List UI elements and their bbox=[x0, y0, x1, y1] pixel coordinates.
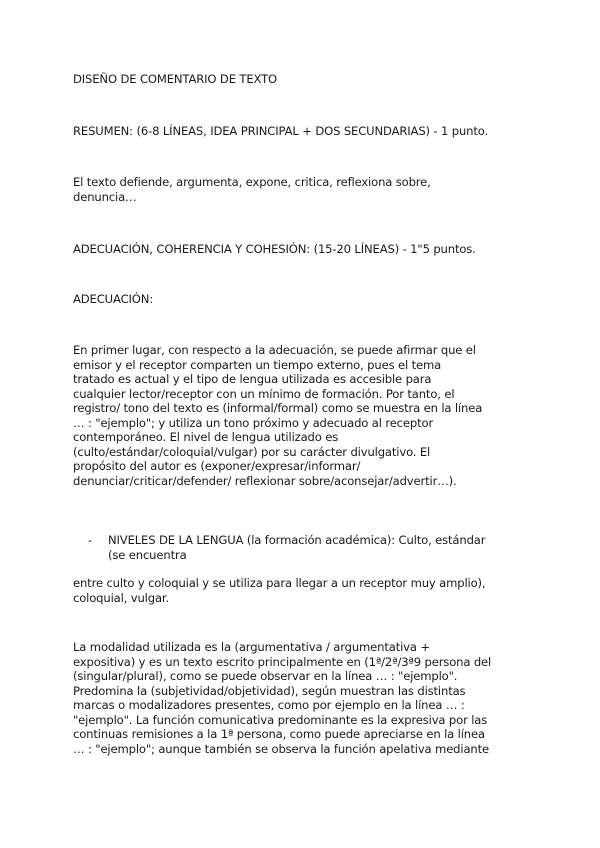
resumen-body-line: El texto defiende, argumenta, expone, critica, reflexiona sobre, bbox=[73, 175, 431, 189]
paragraph-line: expositiva) y es un texto escrito principalmente en (1ª/2ª/3ª9 persona del bbox=[73, 654, 492, 669]
adecuacion-heading: ADECUACIÓN, COHERENCIA Y COHESIÓN: (15-20 LÍNEAS) - 1"5 puntos. bbox=[73, 242, 476, 256]
paragraph-line: "ejemplo". La función comunicativa predominante es la expresiva por las bbox=[73, 712, 488, 727]
bullet-text bbox=[108, 533, 485, 562]
paragraph-line: propósito del autor es (exponer/expresar/informar/ bbox=[73, 459, 361, 473]
resumen-heading: RESUMEN: (6-8 LÍNEAS, IDEA PRINCIPAL + DOS SECUNDARIAS) - 1 punto. bbox=[73, 124, 489, 138]
paragraph-line: La modalidad utilizada es la (argumentativa / argumentativa + bbox=[73, 640, 430, 654]
paragraph-line: (culto/estándar/coloquial/vulgar) por su carácter divulgativo. El bbox=[73, 444, 431, 459]
paragraph-line: tratado es actual y el tipo de lengua utilizada es accesible para bbox=[73, 372, 432, 386]
paragraph-line: continuas remisiones a la 1ª persona, como puede apreciarse en la línea bbox=[73, 727, 485, 741]
bullet-marker: - bbox=[88, 533, 93, 547]
paragraph-line: (singular/plural), como se puede observar en la línea … : "ejemplo". bbox=[73, 669, 458, 683]
paragraph-line: denunciar/criticar/defender/ reflexionar sobre/aconsejar/advertir…). bbox=[73, 473, 457, 488]
paragraph-line: cualquier lector/receptor con un mínimo de formación. Por tanto, el bbox=[73, 386, 455, 401]
paragraph-line: Predomina la (subjetividad/objetividad), según muestran las distintas bbox=[73, 683, 466, 698]
paragraph-line: contemporáneo. El nivel de lengua utilizado es bbox=[73, 430, 339, 444]
paragraph-line: … : "ejemplo"; aunque también se observa la función apelativa mediante bbox=[73, 741, 489, 756]
bullet-continuation bbox=[73, 576, 533, 605]
paragraph-line: … : "ejemplo"; y utiliza un tono próximo y adecuado al receptor bbox=[73, 415, 434, 430]
paragraph-line: entre culto y coloquial y se utiliza para llegar a un receptor muy amplio), bbox=[73, 576, 486, 590]
document-title: DISEÑO DE COMENTARIO DE TEXTO bbox=[73, 72, 278, 86]
resumen-body-line: denuncia… bbox=[73, 189, 137, 204]
paragraph-line: registro/ tono del texto es (informal/formal) como se muestra en la línea bbox=[73, 401, 483, 415]
bullet-line: NIVELES DE LA LENGUA (la formación académica): Culto, estándar bbox=[108, 533, 486, 547]
adecuacion-paragraph bbox=[73, 343, 533, 488]
paragraph-line: coloquial, vulgar. bbox=[73, 590, 169, 605]
paragraph-line: marcas o modalizadores presentes, como por ejemplo en la línea … : bbox=[73, 698, 465, 712]
paragraph-line: emisor y el receptor comparten un tiempo externo, pues el tema bbox=[73, 357, 442, 372]
modalidad-paragraph bbox=[73, 640, 533, 756]
adecuacion-subheading: ADECUACIÓN: bbox=[73, 292, 154, 306]
paragraph-line: En primer lugar, con respecto a la adecuación, se puede afirmar que el bbox=[73, 343, 476, 357]
resumen-body bbox=[73, 175, 533, 204]
bullet-line: (se encuentra bbox=[108, 547, 187, 562]
